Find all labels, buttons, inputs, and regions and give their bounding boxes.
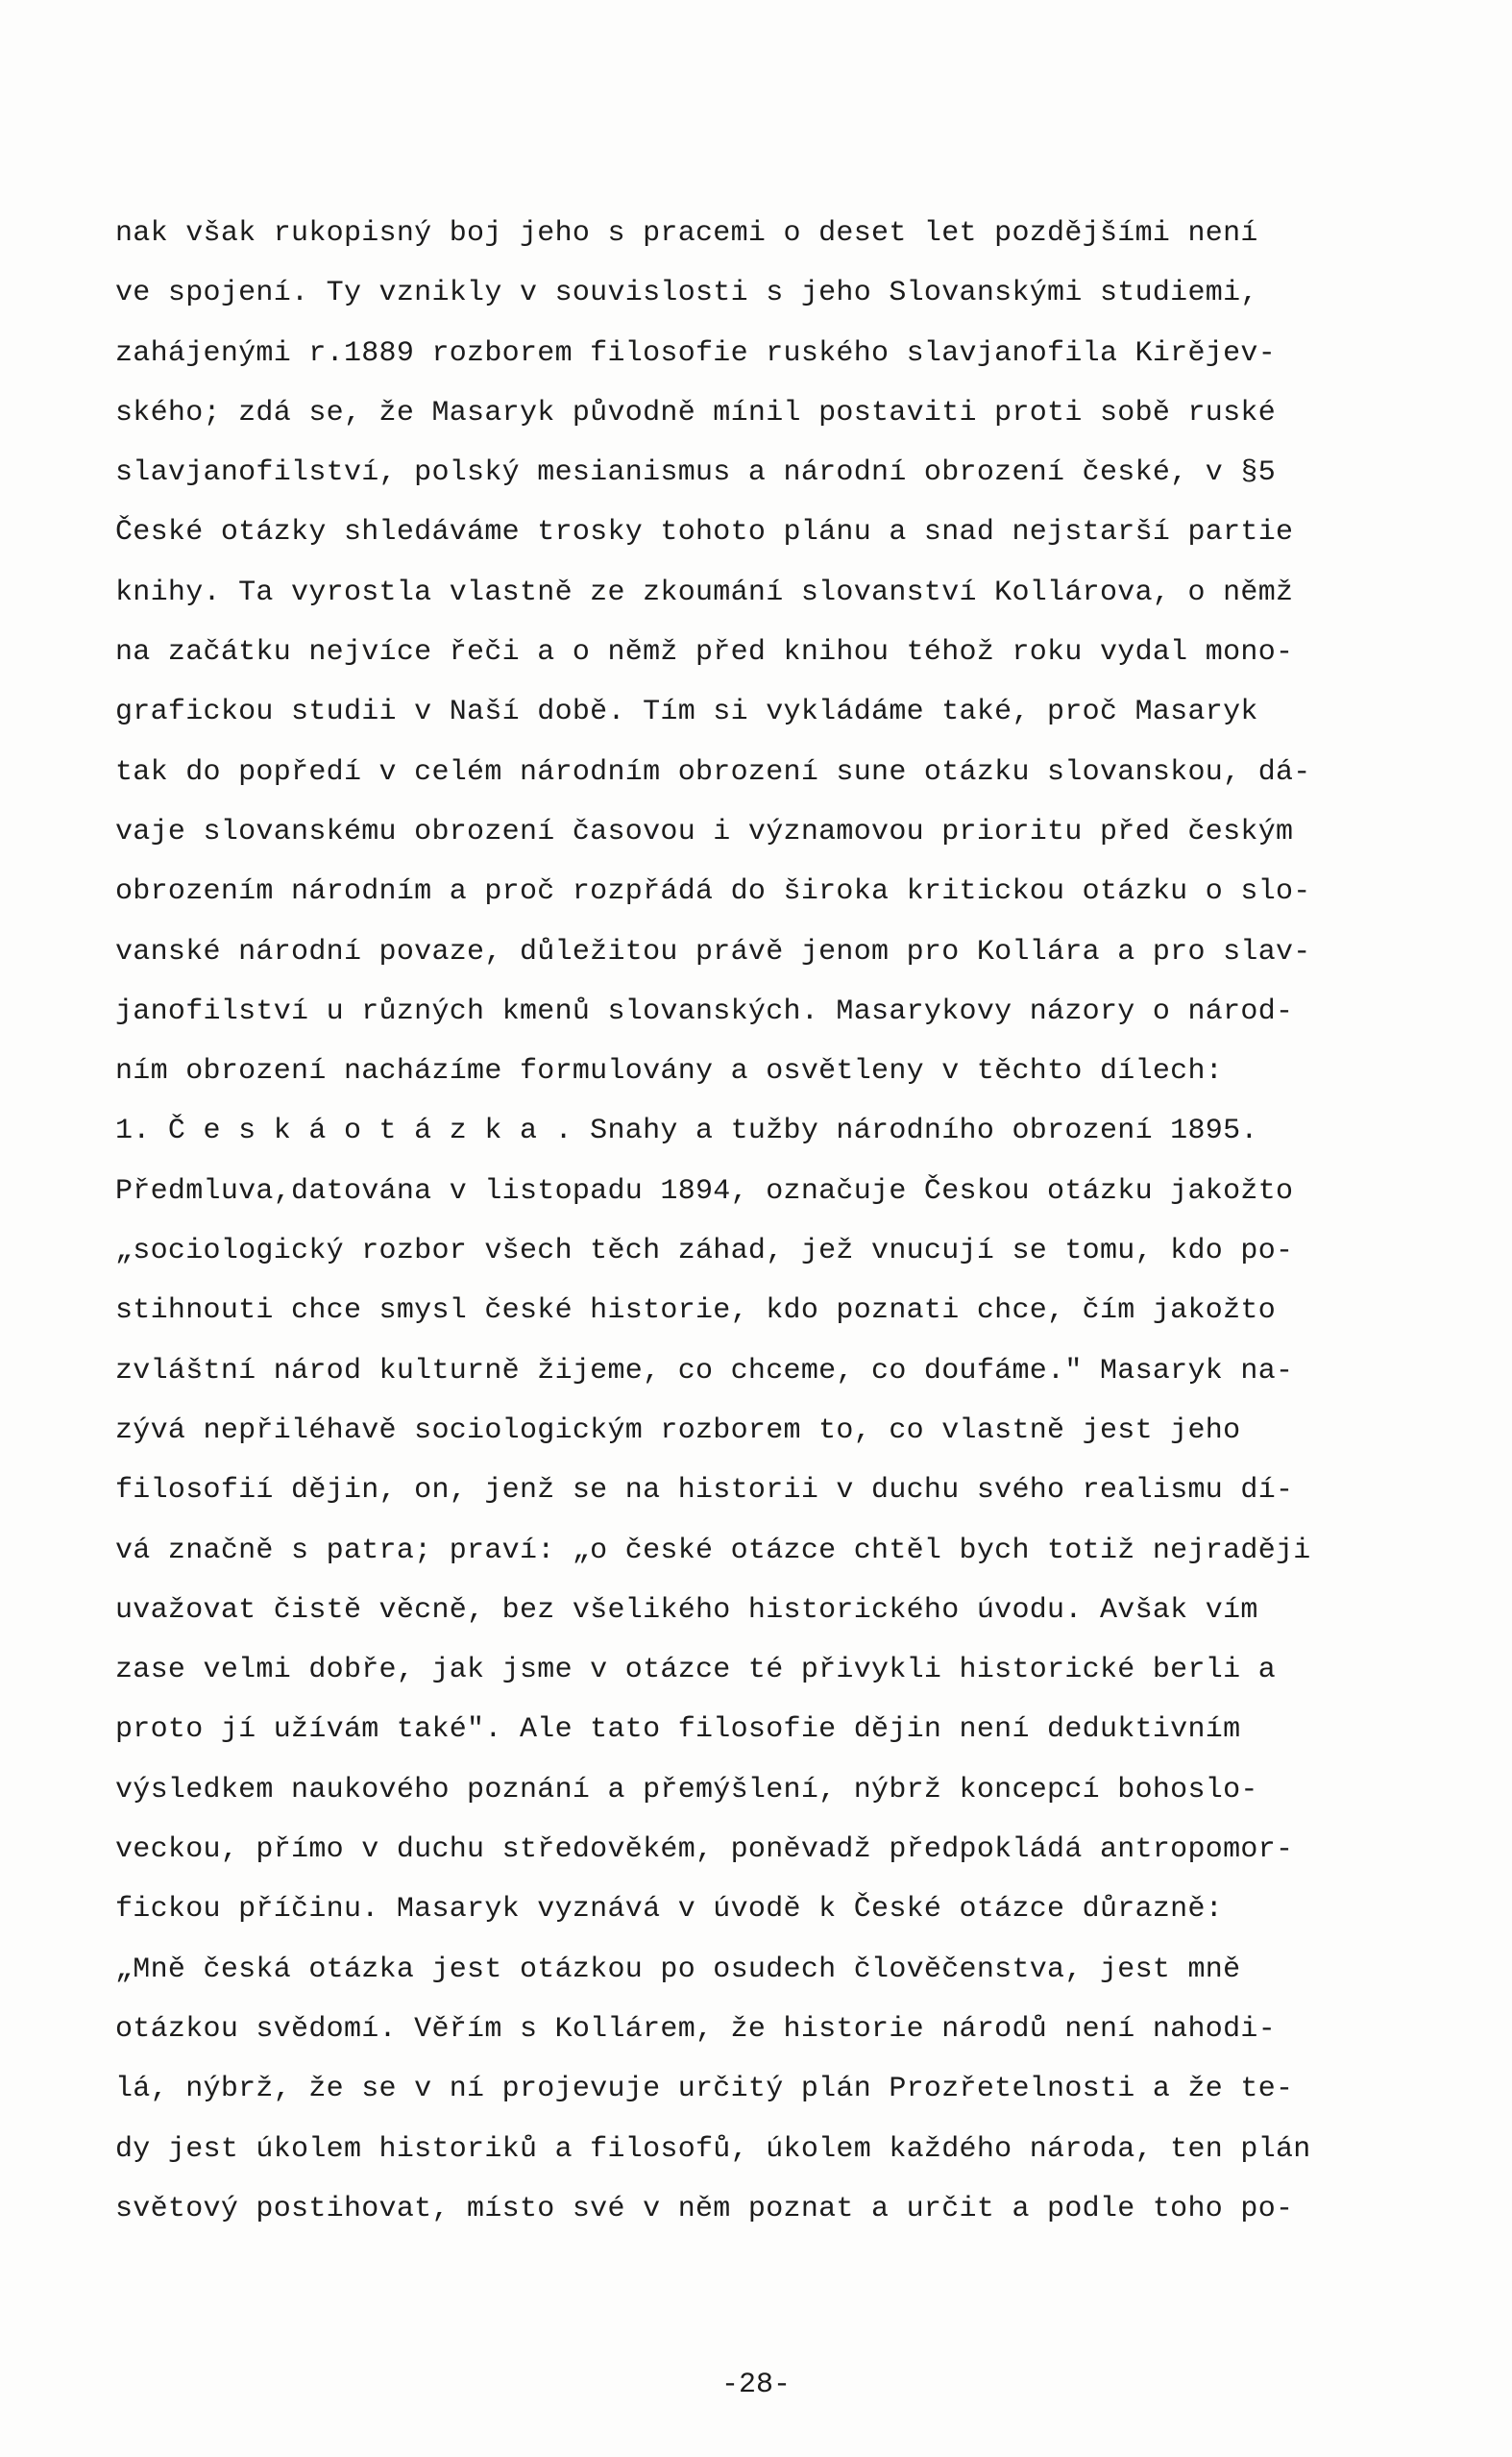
text-line-23: vá značně s patra; praví: „o české otázce chtěl bych totiž nejraději xyxy=(115,1534,1311,1567)
text-line-11: vaje slovanskému obrození časovou i významovou prioritu před českým xyxy=(115,815,1294,848)
text-line-22: filosofií dějin, on, jenž se na historii v duchu svého realismu dí- xyxy=(115,1474,1294,1508)
text-line-9: grafickou studii v Naší době. Tím si vykládáme také, proč Masaryk xyxy=(115,696,1258,729)
text-line-6: České otázky shledáváme trosky tohoto plánu a snad nejstarší partie xyxy=(115,516,1294,550)
text-line-1: nak však rukopisný boj jeho s pracemi o deset let pozdějšími není xyxy=(115,217,1258,250)
text-line-12: obrozením národním a proč rozpřádá do široka kritickou otázku o slo- xyxy=(115,875,1311,909)
text-line-30: „Mně česká otázka jest otázkou po osudech člověčenstva, jest mně xyxy=(115,1953,1241,1986)
text-line-5: slavjanofilství, polský mesianismus a národní obrození české, v §5 xyxy=(115,456,1276,490)
body-text xyxy=(115,204,1402,2239)
text-line-25: zase velmi dobře, jak jsme v otázce té přivykli historické berli a xyxy=(115,1654,1276,1687)
text-line-21: zývá nepřiléhavě sociologickým rozborem to, co vlastně jest jeho xyxy=(115,1413,1241,1447)
text-line-2: ve spojení. Ty vznikly v souvislosti s jeho Slovanskými studiemi, xyxy=(115,277,1258,310)
text-line-24: uvažovat čistě věcně, bez všelikého historického úvodu. Avšak vím xyxy=(115,1593,1258,1627)
text-line-33: dy jest úkolem historiků a filosofů, úkolem každého národa, ten plán xyxy=(115,2132,1311,2166)
text-line-31: otázkou svědomí. Věřím s Kollárem, že historie národů není nahodi- xyxy=(115,2012,1276,2046)
text-line-16: 1. Č e s k á o t á z k a . Snahy a tužby národního obrození 1895. xyxy=(115,1115,1258,1148)
text-line-19: stihnouti chce smysl české historie, kdo poznati chce, čím jakožto xyxy=(115,1294,1276,1328)
text-line-18: „sociologický rozbor všech těch záhad, jež vnucují se tomu, kdo po- xyxy=(115,1235,1294,1268)
text-line-20: zvláštní národ kulturně žijeme, co chceme, co doufáme." Masaryk na- xyxy=(115,1354,1294,1388)
text-line-13: vanské národní povaze, důležitou právě jenom pro Kollára a pro slav- xyxy=(115,935,1311,969)
text-line-27: výsledkem naukového poznání a přemýšlení, nýbrž koncepcí bohoslo- xyxy=(115,1773,1258,1806)
text-line-17: Předmluva,datována v listopadu 1894, označuje Českou otázku jakožto xyxy=(115,1174,1294,1208)
text-line-8: na začátku nejvíce řeči a o němž před knihou téhož roku vydal mono- xyxy=(115,636,1294,670)
text-line-14: janofilství u různých kmenů slovanských. Masarykovy názory o národ- xyxy=(115,995,1294,1028)
text-line-10: tak do popředí v celém národním obrození sune otázku slovanskou, dá- xyxy=(115,755,1311,789)
text-line-3: zahájenými r.1889 rozborem filosofie ruského slavjanofila Kirějev- xyxy=(115,336,1276,370)
text-line-34: světový postihovat, místo své v něm poznat a určit a podle toho po- xyxy=(115,2192,1294,2225)
text-line-7: knihy. Ta vyrostla vlastně ze zkoumání slovanství Kollárova, o němž xyxy=(115,576,1294,609)
page-number: -28- xyxy=(720,2369,791,2401)
text-line-26: proto jí užívám také". Ale tato filosofie dějin není deduktivním xyxy=(115,1713,1241,1747)
text-line-15: ním obrození nacházíme formulovány a osvětleny v těchto dílech: xyxy=(115,1055,1224,1089)
text-line-29: fickou příčinu. Masaryk vyznává v úvodě k České otázce důrazně: xyxy=(115,1893,1224,1927)
text-line-32: lá, nýbrž, že se v ní projevuje určitý plán Prozřetelnosti a že te- xyxy=(115,2073,1294,2106)
text-line-28: veckou, přímo v duchu středověkém, poněvadž předpokládá antropomor- xyxy=(115,1833,1294,1867)
text-line-4: ského; zdá se, že Masaryk původně mínil postaviti proti sobě ruské xyxy=(115,396,1276,430)
